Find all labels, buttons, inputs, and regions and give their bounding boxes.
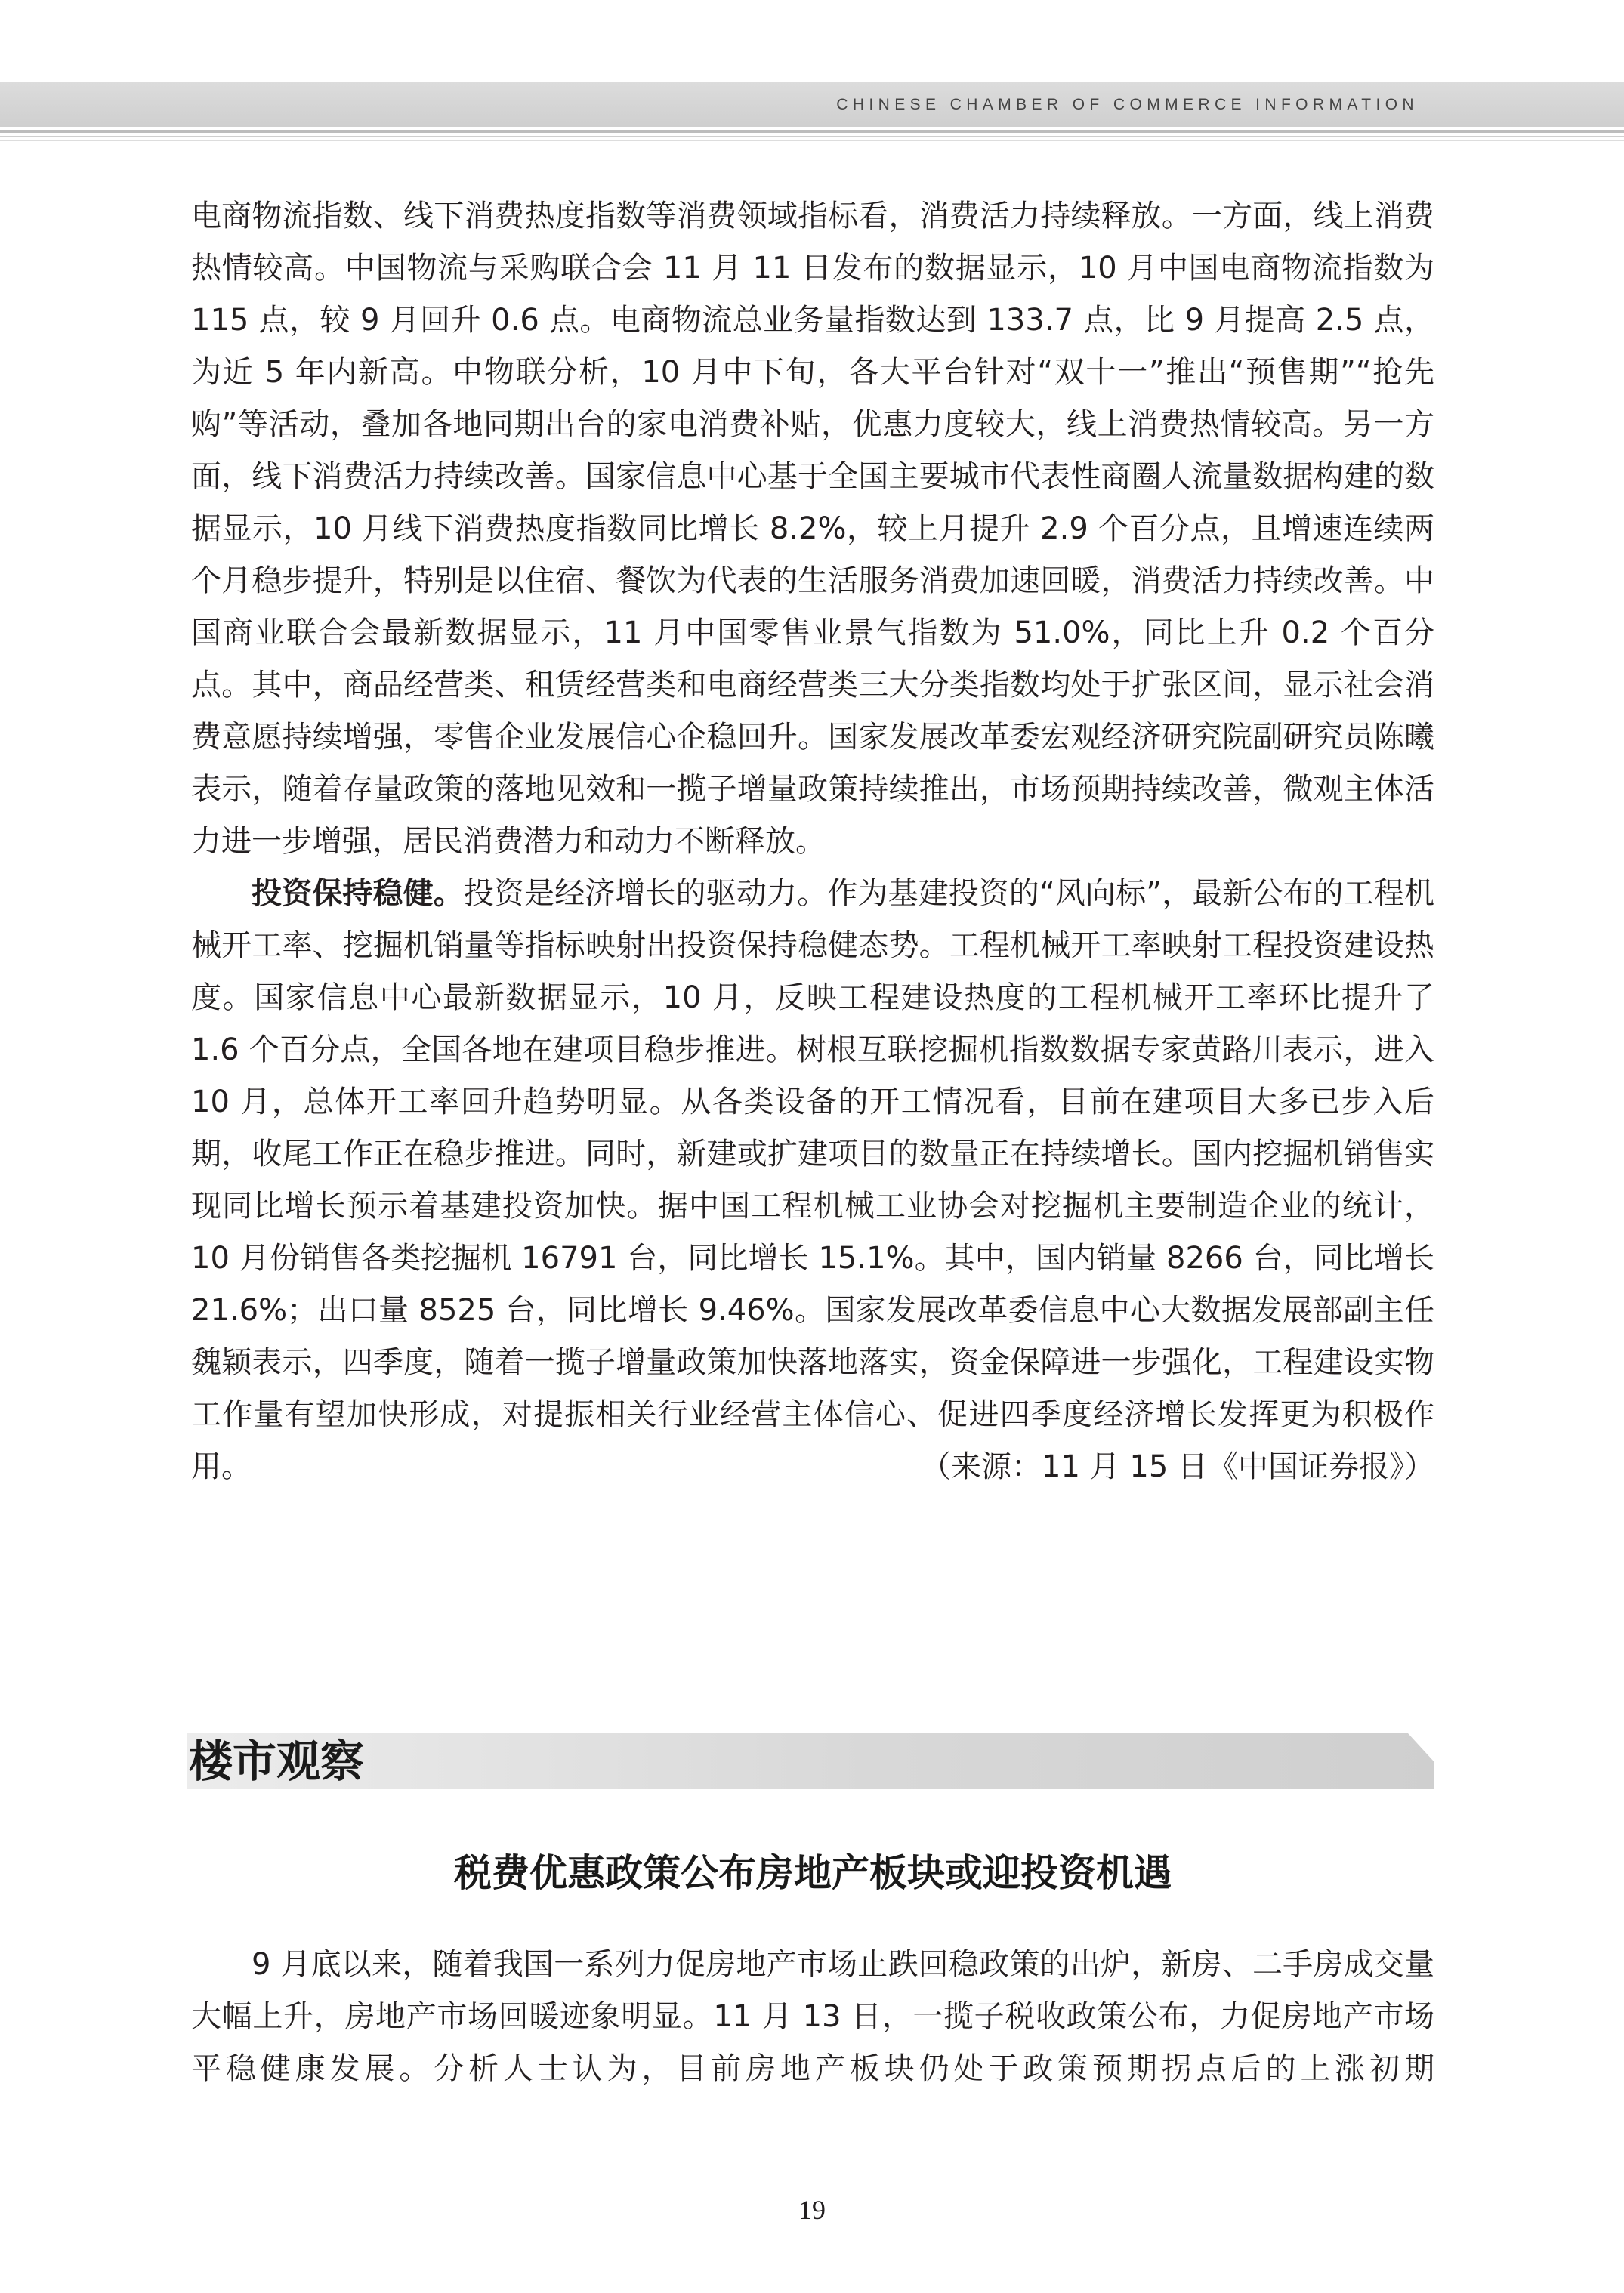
source-citation: （来源：11 月 15 日《中国证券报》）: [921, 1449, 1434, 1484]
paragraph-lead: 投资保持稳健。: [252, 876, 464, 911]
paragraph-text: 投资是经济增长的驱动力。作为基建投资的“风向标”，最新公布的工程机械开工率、挖掘机销量等指标映射出投资保持稳健态势。工程机械开工率映射工程投资建设热度。国家信息中心最新数据显示，10 月，反映工程建设热度的工程机械开工率环比提升了 1.6 个百分点，全国各地在建项目稳步推进。树根互联挖掘机指数数据专家黄路川表示，进入 10 月，总体开工率回升趋势明显。从各类设备的开工情况看，目前在建项目大多已步入后期，收尾工作正在稳步推进。同时，新建或扩建项目的数量正在持续增长。国内挖掘机销售实现同比增长预示着基建投资加快。据中国工程机械工业协会对挖掘机主要制造企业的统计，10 月份销售各类挖掘机 16791 台，同比增长 15.1%。其中，国内销量 8266 台，同比增长 21.6%；出口量 8525 台，同比增长 9.46%。国家发展改革委信息中心大数据发展部副主任魏颖表示，四季度，随着一揽子增量政策加快落地落实，资金保障进一步强化，工程建设实物工作量有望加快形成，对提振相关行业经营主体信心、促进四季度经济增长发挥更为积极作用。: [191, 876, 1435, 1484]
section-title: 楼市观察: [189, 1736, 365, 1787]
running-header: CHINESE CHAMBER OF COMMERCE INFORMATION: [836, 96, 1419, 113]
article-body-2: [191, 1939, 1434, 2095]
header-rule: [0, 130, 1624, 133]
header-rule: [0, 136, 1624, 137]
section-bar: [187, 1733, 1434, 1789]
paragraph-investment: [191, 868, 1434, 1493]
article-body: [191, 190, 1434, 1493]
page-number: 19: [798, 2195, 826, 2225]
paragraph-housing: 9 月底以来，随着我国一系列力促房地产市场止跌回稳政策的出炉，新房、二手房成交量大幅上升，房地产市场回暖迹象明显。11 月 13 日，一揽子税收政策公布，力促房地产市场平稳健康发展。分析人士认为，目前房地产板块仍处于政策预期拐点后的上涨初期: [191, 1947, 1434, 2086]
paragraph-consumption: 电商物流指数、线下消费热度指数等消费领域指标看，消费活力持续释放。一方面，线上消费热情较高。中国物流与采购联合会 11 月 11 日发布的数据显示，10 月中国电商物流指数为 115 点，较 9 月回升 0.6 点。电商物流总业务量指数达到 133.7 点，比 9 月提高 2.5 点，为近 5 年内新高。中物联分析，10 月中下旬，各大平台针对“双十一”推出“预售期”“抢先购”等活动，叠加各地同期出台的家电消费补贴，优惠力度较大，线上消费热情较高。另一方面，线下消费活力持续改善。国家信息中心基于全国主要城市代表性商圈人流量数据构建的数据显示，10 月线下消费热度指数同比增长 8.2%，较上月提升 2.9 个百分点，且增速连续两个月稳步提升，特别是以住宿、餐饮为代表的生活服务消费加速回暖，消费活力持续改善。中国商业联合会最新数据显示，11 月中国零售业景气指数为 51.0%，同比上升 0.2 个百分点。其中，商品经营类、租赁经营类和电商经营类三大分类指数均处于扩张区间，显示社会消费意愿持续增强，零售企业发展信心企稳回升。国家发展改革委宏观经济研究院副研究员陈曦表示，随着存量政策的落地见效和一揽子增量政策持续推出，市场预期持续改善，微观主体活力进一步增强，居民消费潜力和动力不断释放。: [191, 199, 1434, 859]
article-title: 税费优惠政策公布房地产板块或迎投资机遇: [454, 1851, 1172, 1895]
header-rule: [0, 140, 1624, 141]
